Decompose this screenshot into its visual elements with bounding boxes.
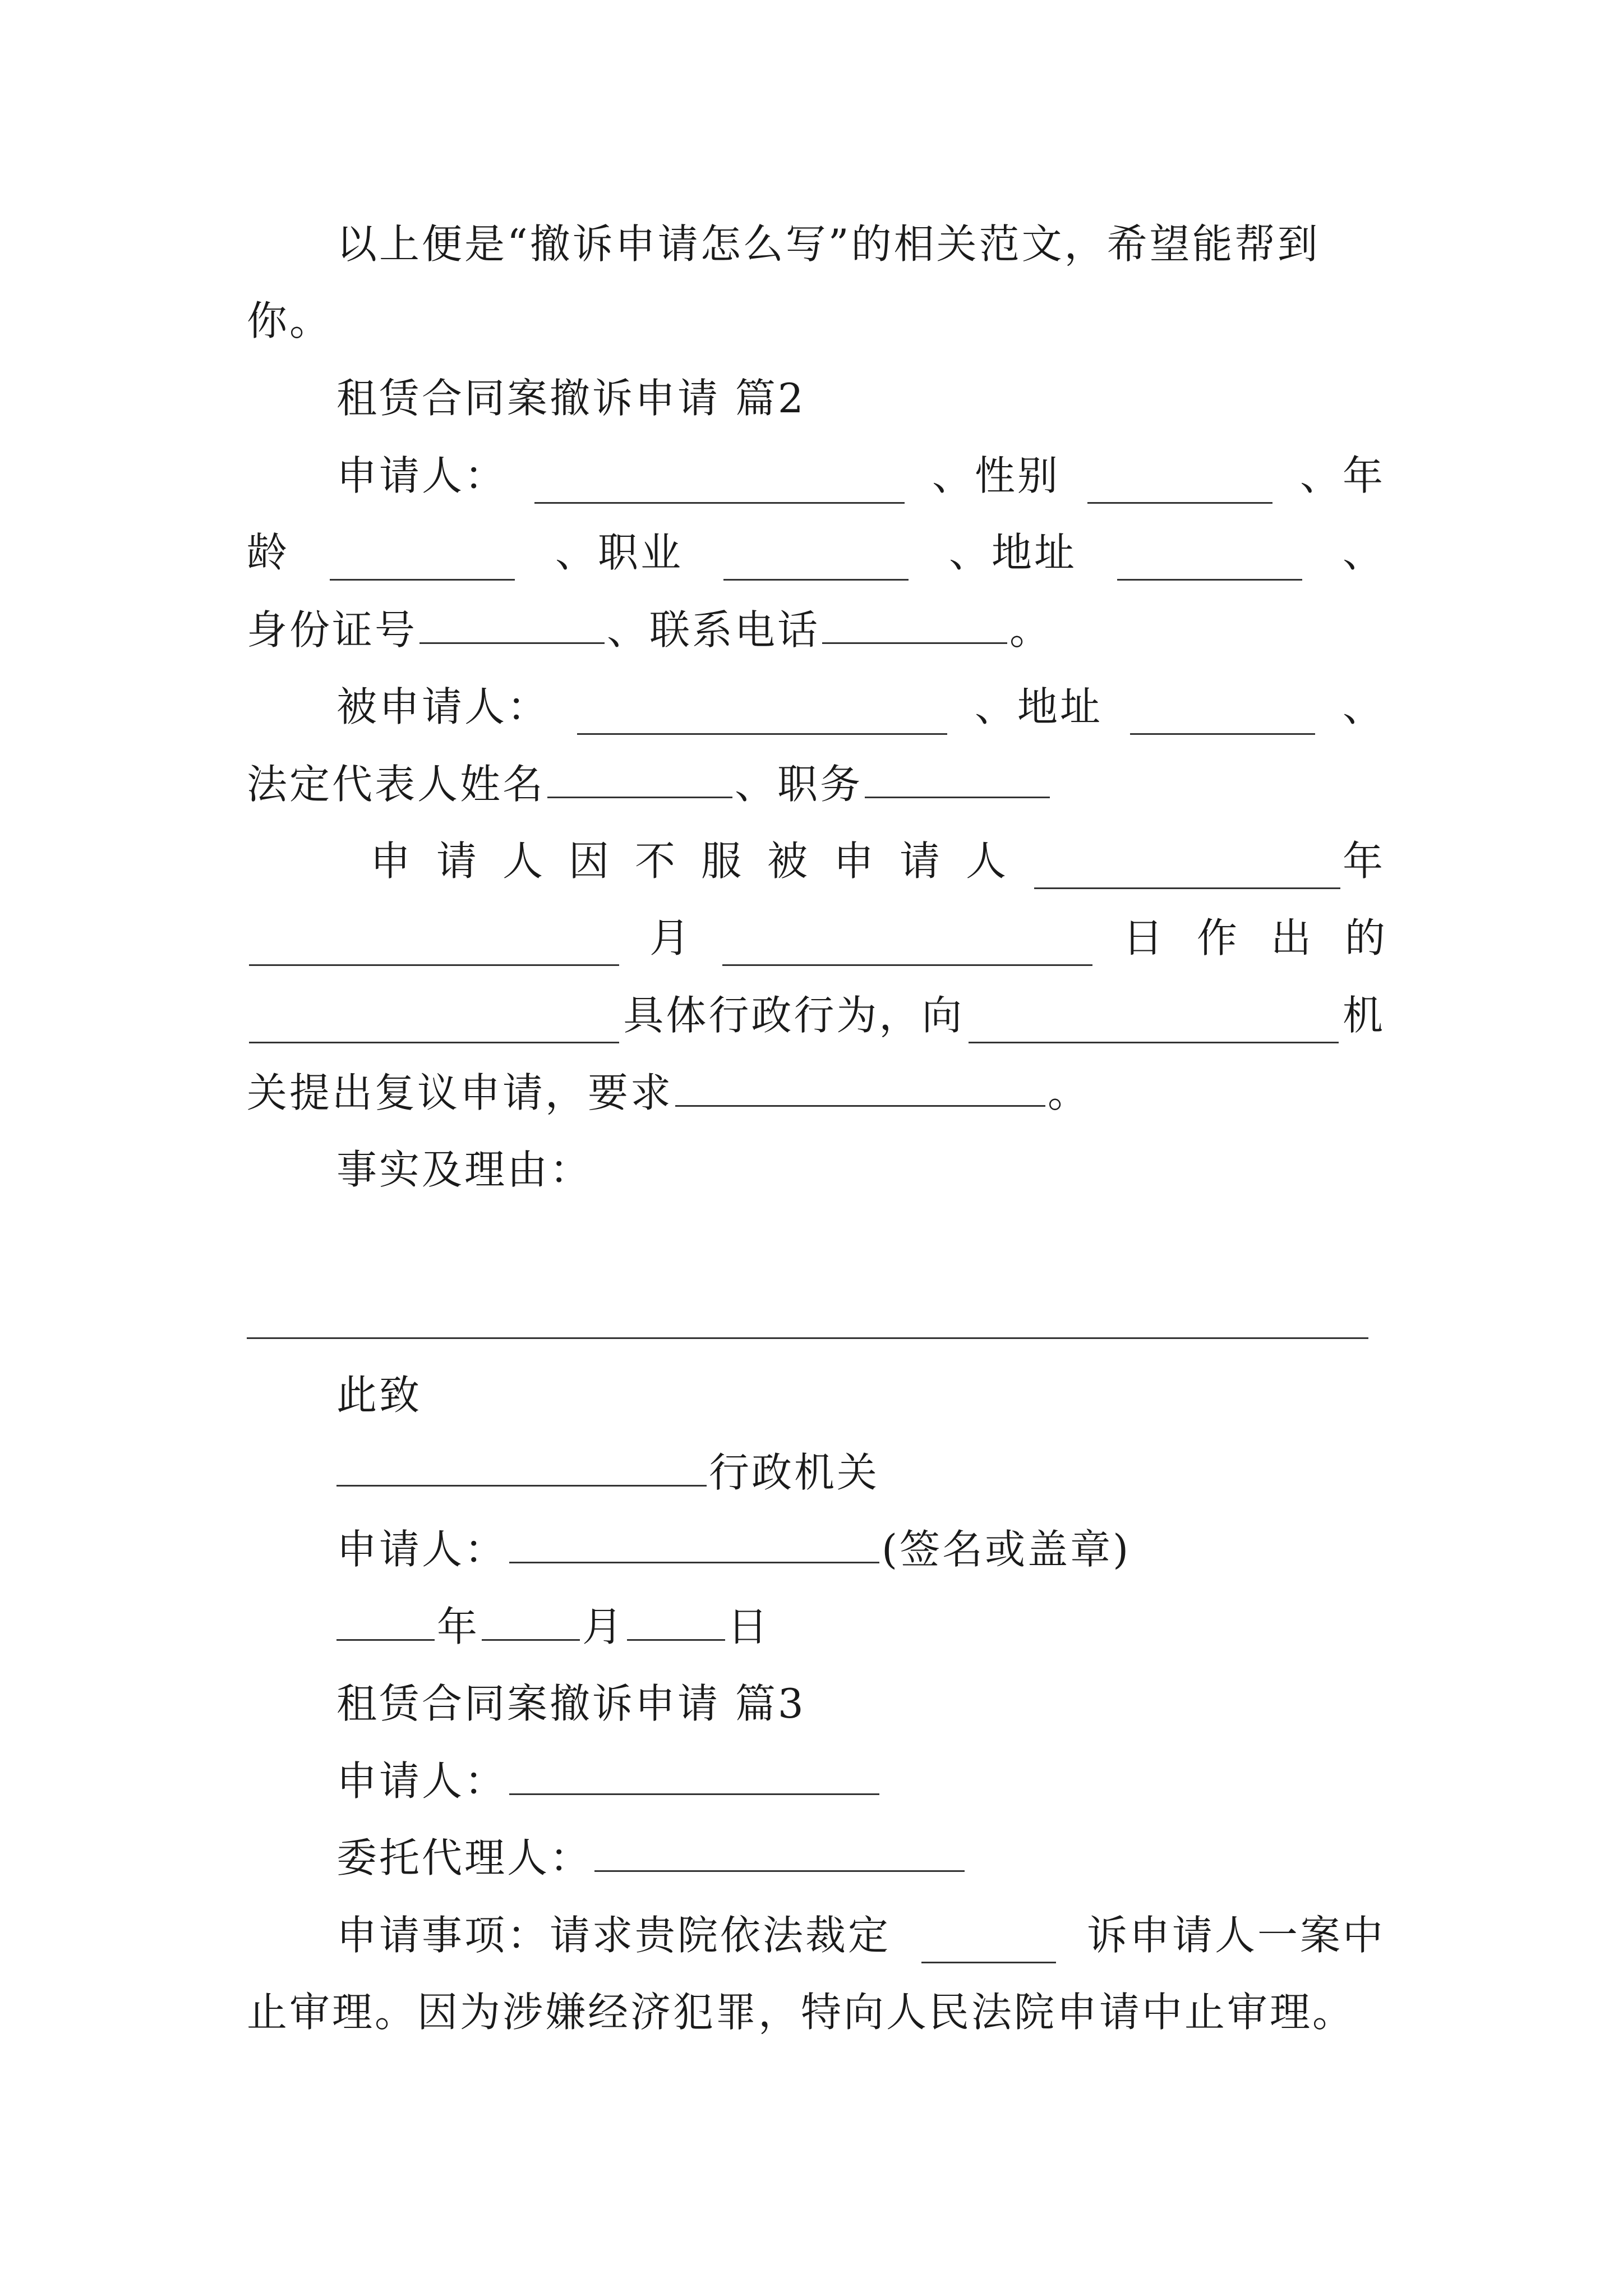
- agency-line: [336, 1444, 1385, 1501]
- id-phone-line: [247, 602, 1385, 658]
- reason-line-4: [247, 1065, 1385, 1121]
- salutation: 此致: [336, 1372, 422, 1419]
- address-label: 、地址: [948, 529, 1077, 576]
- admin-agency-text: 行政机关: [709, 1449, 880, 1496]
- respondent-address-field[interactable]: [1130, 697, 1315, 735]
- respondent-address-label: 、地址: [974, 683, 1103, 730]
- month-char: 月: [649, 914, 692, 961]
- matter-line-2: [247, 1984, 1385, 2040]
- date-line: [336, 1599, 1385, 1655]
- phone-field[interactable]: [822, 606, 1007, 644]
- request-field[interactable]: [675, 1069, 1045, 1107]
- review-request-text: 关提出复议申请，要求: [247, 1069, 674, 1116]
- signature-field[interactable]: [509, 1526, 879, 1563]
- sign-month-field[interactable]: [482, 1603, 580, 1641]
- respondent-line: [336, 679, 1385, 735]
- age-label-b: 龄: [247, 529, 290, 576]
- gender-label: 、性别: [932, 452, 1060, 499]
- section3-heading-text: 租赁合同案撤诉申请 篇3: [336, 1680, 806, 1727]
- id-field[interactable]: [419, 606, 605, 644]
- phone-label: 、联系电话: [607, 606, 820, 654]
- date-year-label: 年: [437, 1603, 480, 1650]
- reason-text: 申请人因不服被申请人: [370, 838, 1032, 885]
- section3-applicant-label: 申请人：: [336, 1757, 508, 1805]
- date-month-label: 月: [582, 1603, 625, 1650]
- gender-field[interactable]: [1087, 466, 1272, 504]
- decision-month-field[interactable]: [249, 928, 619, 966]
- review-agency-field[interactable]: [969, 1006, 1339, 1043]
- period: 。: [1009, 606, 1053, 654]
- matter-party-field[interactable]: [921, 1926, 1056, 1963]
- occupation-field[interactable]: [723, 543, 909, 581]
- salutation-line: [336, 1367, 1385, 1423]
- legal-rep-line: [247, 756, 1385, 812]
- facts-label: 事实及理由：: [336, 1146, 593, 1193]
- applicant-line: [336, 448, 1385, 504]
- applicant-name-field[interactable]: [534, 466, 905, 504]
- period: 。: [1048, 1069, 1091, 1116]
- facts-field[interactable]: [247, 1337, 1368, 1339]
- comma: 、: [1342, 683, 1385, 730]
- agent-line: [336, 1830, 1385, 1886]
- reason-line-2: [247, 910, 1419, 966]
- section3-applicant-field[interactable]: [509, 1757, 879, 1795]
- matter-line-2-text: 止审理。因为涉嫌经济犯罪，特向人民法院申请中止审理。: [247, 1989, 1355, 2036]
- signature-line: [336, 1521, 1385, 1577]
- respondent-name-field[interactable]: [577, 697, 947, 735]
- year-char: 年: [1342, 838, 1385, 885]
- intro-text: 以上便是“撤诉申请怎么写”的相关范文，希望能帮到: [336, 220, 1320, 268]
- respondent-label: 被申请人：: [336, 683, 550, 730]
- decision-day-field[interactable]: [722, 928, 1092, 966]
- agency-char: 机: [1342, 992, 1385, 1039]
- admin-act-field[interactable]: [249, 1006, 619, 1043]
- date-day-label: 日: [727, 1603, 771, 1650]
- sign-year-field[interactable]: [336, 1603, 435, 1641]
- section3-applicant-line: [336, 1753, 1385, 1809]
- legal-rep-label: 法定代表人姓名: [247, 761, 546, 808]
- comma: 、: [1342, 529, 1385, 576]
- admin-agency-field[interactable]: [336, 1449, 707, 1487]
- occupation-label: 、职业: [555, 529, 683, 576]
- reason-line-1: [370, 833, 1385, 889]
- facts-label-line: [336, 1142, 1385, 1198]
- agent-label: 委托代理人：: [336, 1834, 593, 1881]
- intro-line-2: [247, 293, 1385, 349]
- matter-tail: 诉申请人一案中: [1086, 1912, 1385, 1959]
- sign-day-field[interactable]: [627, 1603, 725, 1641]
- intro-line-1: [336, 216, 1385, 272]
- decision-year-field[interactable]: [1034, 852, 1340, 889]
- section2-heading-text: 租赁合同案撤诉申请 篇2: [336, 375, 806, 422]
- id-label: 身份证号: [247, 606, 418, 654]
- age-field[interactable]: [330, 543, 515, 581]
- matter-label: 申请事项：请求贵院依法裁定: [336, 1912, 891, 1959]
- applicant-label: 申请人：: [336, 452, 508, 499]
- day-made-text: 日作出的: [1122, 914, 1419, 961]
- position-field[interactable]: [865, 761, 1050, 798]
- section2-heading: [336, 370, 1385, 426]
- age-occupation-line: [247, 524, 1385, 581]
- intro-text-end: 你。: [247, 297, 333, 344]
- agent-field[interactable]: [594, 1834, 965, 1872]
- admin-act-text: 具体行政行为，向: [623, 992, 965, 1039]
- signature-label: 申请人：: [336, 1526, 508, 1573]
- age-label-a: 、年: [1299, 452, 1385, 499]
- matter-line-1: [336, 1907, 1385, 1963]
- position-label: 、职务: [735, 761, 863, 808]
- reason-line-3: [247, 987, 1385, 1043]
- signature-note: (签名或盖章): [882, 1526, 1131, 1573]
- section3-heading: [336, 1676, 1385, 1732]
- address-field[interactable]: [1117, 543, 1302, 581]
- legal-rep-field[interactable]: [547, 761, 732, 798]
